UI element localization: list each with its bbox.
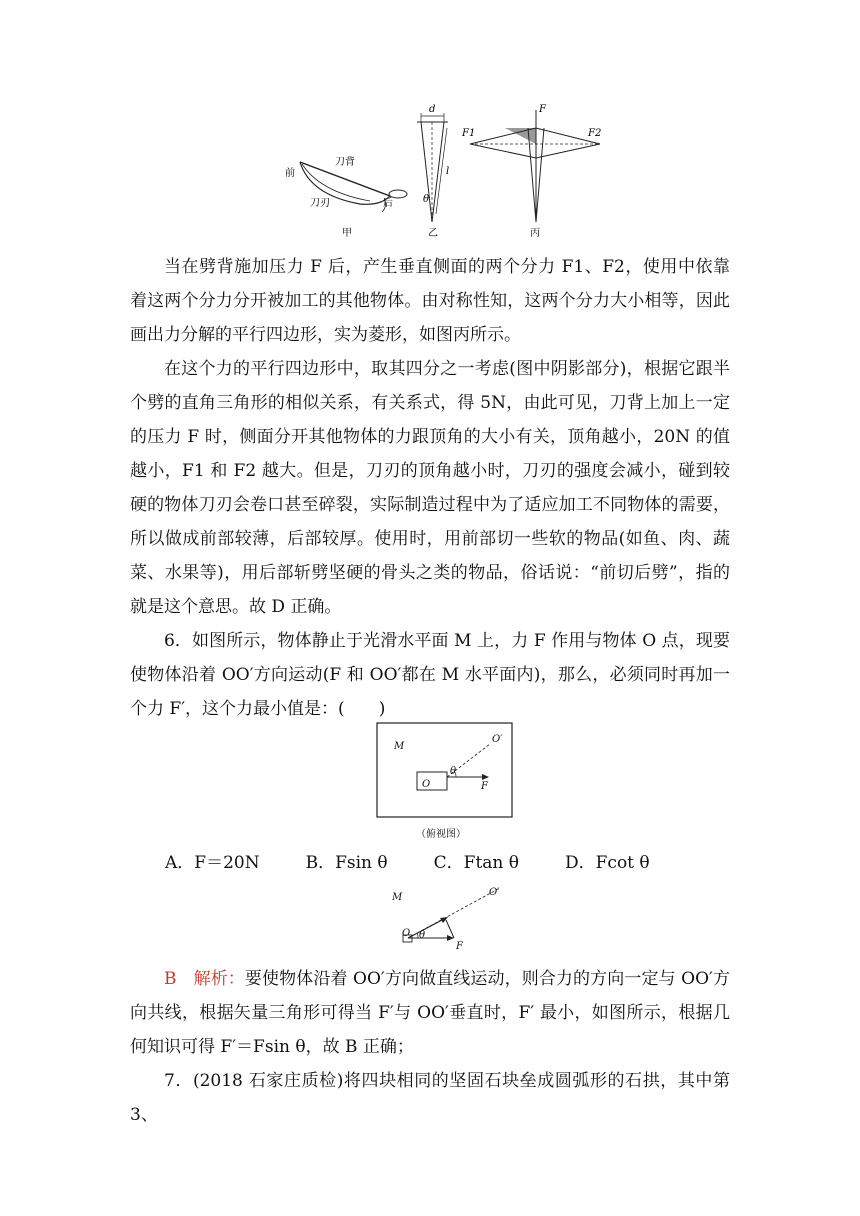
option-c: C．Ftan θ [433,853,519,873]
answer-letter: B [164,969,177,989]
fig2-caption: （俯视图） [416,829,466,840]
question-6: 6．如图所示，物体静止于光滑水平面 M 上，力 F 作用与物体 O 点，现要使物体沿着 OO′方向运动(F 和 OO′都在 M 水平面内)，那么，必须同时再加一个力 F′，这个力最小值是：( ) [130,631,730,719]
paragraph-2: 在这个力的平行四边形中，取其四分之一考虑(图中阴影部分)，根据它跟半个劈的直角三角形的相似关系，有关系式，得 5N，由此可见，刀背上加上一定的压力 F 时，侧面分开其他物体的力跟顶角的大小有关，顶角越小，20N 的值越小，F1 和 F2 越大。但是，刀刃的顶角越小时，刀刃的强度会减小，碰到较硬的物体刀刃会卷口甚至碎裂，实际制造过程中为了适应加工不同物体的需要，所以做成前部较薄，后部较厚。使用时，用前部切一些软的物品(如鱼、肉、蔬菜、水果等)，用后部斩劈坚硬的骨头之类的物品，俗话说：“前切后劈”，指的就是这个意思。故 D 正确。 [130,359,730,617]
label-theta-yi: θ [423,194,430,205]
fig2-label-Oprime: O′ [492,734,503,745]
label-yi: 乙 [428,228,438,239]
label-F2: F2 [588,128,602,139]
option-b: B．Fsin θ [305,853,388,873]
fig2-label-O: O [422,779,431,790]
fig3-label-O: O [402,928,411,939]
wedge-diagram-yi [417,113,448,222]
label-jia: 甲 [342,228,352,239]
fig2-label-M: M [394,741,405,752]
fig2-label-theta: θ [450,766,457,777]
label-F: F [539,104,546,115]
label-knife-back: 刀背 [335,157,355,168]
fig3-label-M: M [392,892,403,903]
label-F1: F1 [462,128,476,139]
label-l: l [446,166,450,177]
answer-text: 要使物体沿着 OO′方向做直线运动，则合力的方向一定与 OO′方向共线，根据矢量三角形可得当 F′与 OO′垂直时，F′ 最小，如图所示，根据几何知识可得 F′＝Fsin θ，故 B 正确； [130,969,730,1057]
label-d: d [429,104,436,115]
answer-tag: 解析： [193,969,245,989]
label-knife-edge: 刀刃 [310,198,330,209]
paragraph-1: 当在劈背施加压力 F 后，产生垂直侧面的两个分力 F1、F2，使用中依靠着这两个分力分开被加工的其他物体。由对称性知，这两个分力大小相等，因此画出力分解的平行四边形，实为菱形，如图丙所示。 [130,257,730,345]
label-front: 前 [285,168,295,179]
option-a: A．F＝20N [165,853,260,873]
answer-explanation [130,962,730,1064]
answer-options [165,850,725,876]
rhombus-diagram-bing [470,110,600,222]
fig3-label-Oprime: O′ [489,887,500,898]
label-bing: 丙 [530,228,540,239]
fig2-label-F: F [481,781,488,792]
fig3-label-F: F [456,941,463,952]
option-d: D．Fcot θ [565,853,650,873]
question-7: 7．(2018 石家庄质检)将四块相同的坚固石块垒成圆弧形的石拱，其中第 3、 [130,1071,730,1125]
label-rear: 后 [383,198,393,209]
fig3-label-theta: θ [419,930,426,941]
knife-force-figure [280,100,610,242]
